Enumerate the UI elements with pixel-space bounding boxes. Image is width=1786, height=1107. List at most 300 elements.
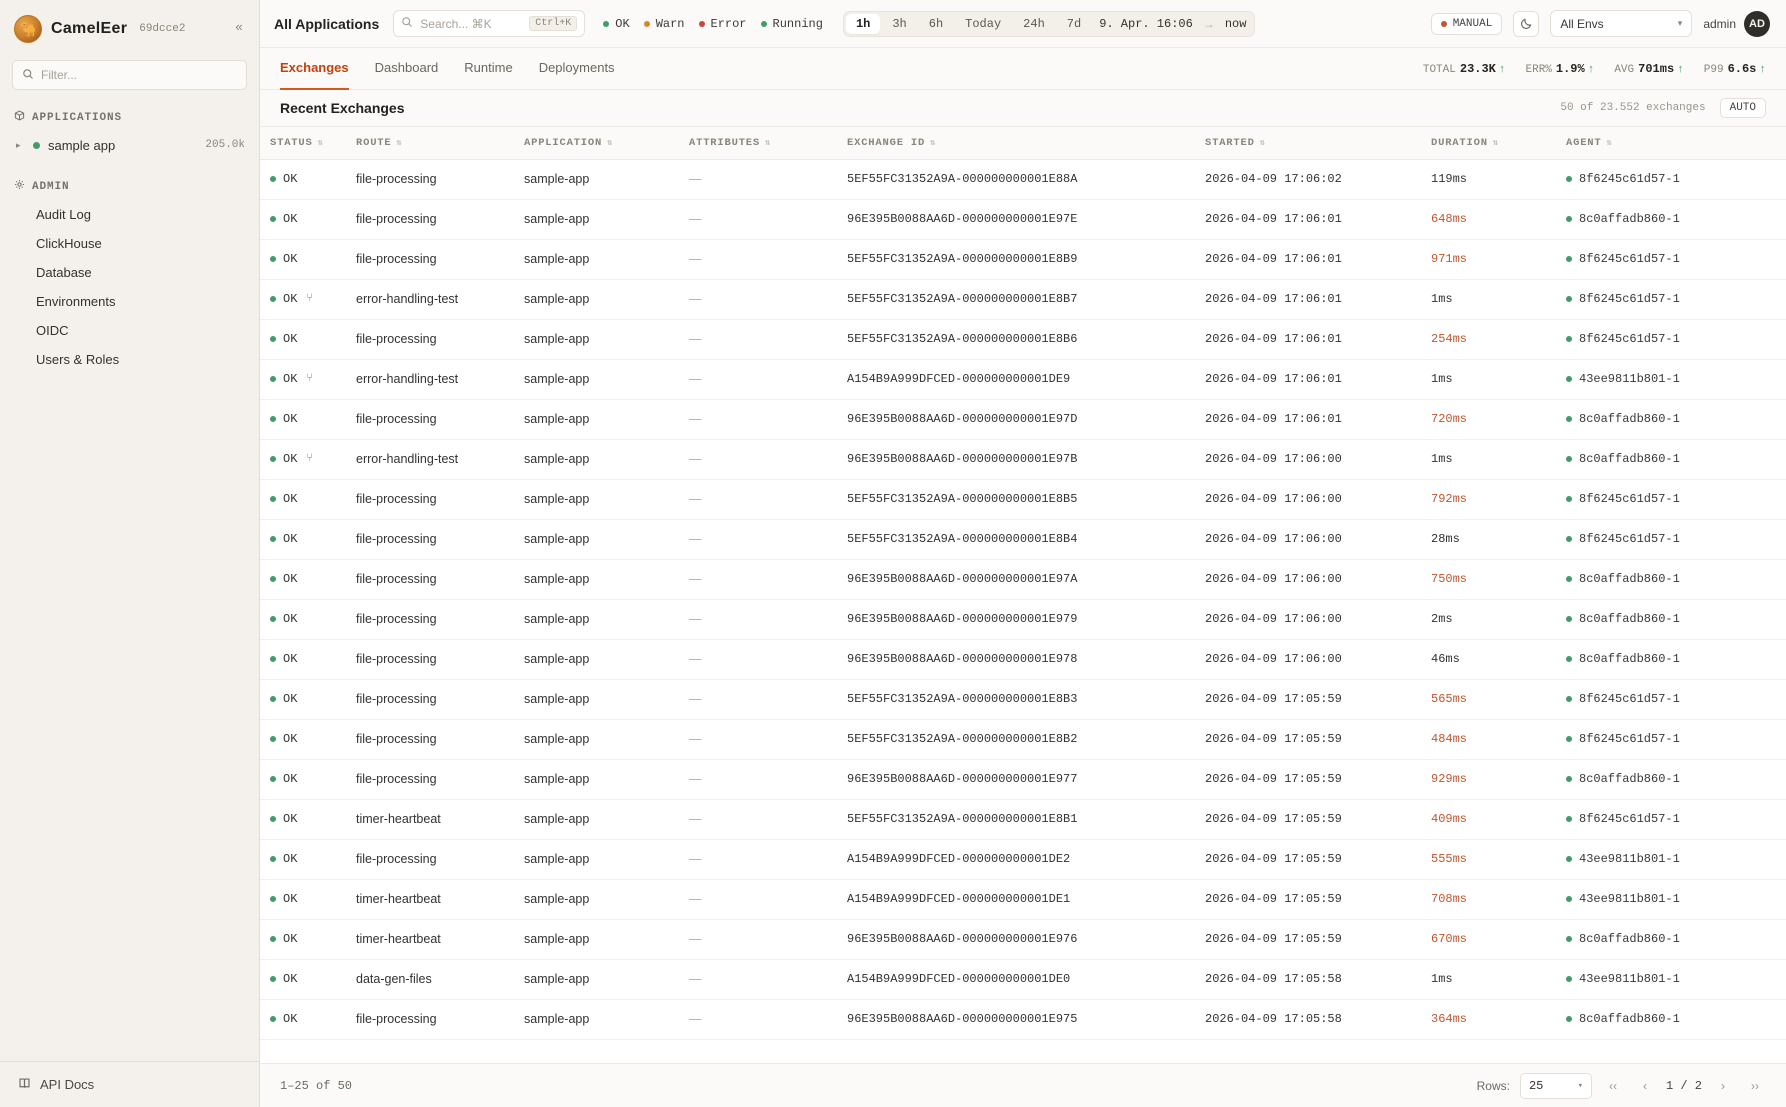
sidebar-section-label: ADMIN (32, 180, 70, 193)
status-label: OK (283, 292, 298, 306)
sidebar-header (0, 0, 259, 58)
cell-exchange-id: 96E395B0088AA6D-000000000001E978 (837, 639, 1195, 679)
table-row[interactable] (260, 199, 1786, 239)
cell-started: 2026-04-09 17:06:01 (1195, 359, 1421, 399)
cell-status (260, 599, 346, 639)
sidebar-item-users-roles[interactable] (0, 345, 259, 374)
cell-agent (1556, 639, 1786, 679)
table-row[interactable] (260, 439, 1786, 479)
table-row[interactable] (260, 759, 1786, 799)
status-dot-icon (644, 21, 650, 27)
status-dot-icon (1566, 1016, 1572, 1022)
status-dot-icon (270, 656, 276, 662)
cell-application: sample-app (514, 679, 679, 719)
status-dot-icon (270, 896, 276, 902)
cell-status (260, 359, 346, 399)
cell-attributes: — (679, 319, 837, 359)
status-dot-icon (603, 21, 609, 27)
status-dot-icon (270, 416, 276, 422)
trend-up-icon: ↑ (1759, 63, 1766, 76)
status-dot-icon (270, 856, 276, 862)
book-icon (18, 1077, 31, 1093)
cell-application: sample-app (514, 239, 679, 279)
cell-status (260, 679, 346, 719)
table-row[interactable] (260, 599, 1786, 639)
cell-started: 2026-04-09 17:05:59 (1195, 679, 1421, 719)
status-dot-icon (1566, 496, 1572, 502)
status-dot-icon (270, 256, 276, 262)
branch-icon: ⑂ (306, 373, 314, 385)
agent-label: 8c0affadb860-1 (1579, 932, 1680, 946)
cell-duration: 929ms (1421, 759, 1556, 799)
cell-application: sample-app (514, 479, 679, 519)
cell-route: error-handling-test (346, 439, 514, 479)
cell-status (260, 959, 346, 999)
metric-avg (1614, 62, 1683, 76)
cell-exchange-id: 96E395B0088AA6D-000000000001E97A (837, 559, 1195, 599)
cell-attributes: — (679, 639, 837, 679)
cell-started: 2026-04-09 17:06:00 (1195, 599, 1421, 639)
cell-status (260, 279, 346, 319)
time-range-7d[interactable]: 7d (1066, 16, 1082, 31)
sort-icon: ⇅ (317, 137, 324, 148)
cell-duration: 670ms (1421, 919, 1556, 959)
sidebar-item-oidc[interactable] (0, 316, 259, 345)
trend-up-icon: ↑ (1677, 63, 1684, 76)
cell-route: timer-heartbeat (346, 799, 514, 839)
cell-agent (1556, 759, 1786, 799)
cell-duration: 648ms (1421, 199, 1556, 239)
status-label: OK (283, 172, 298, 186)
api-docs-label: API Docs (40, 1077, 95, 1092)
metric-value: 1.9% (1555, 61, 1585, 76)
cell-agent (1556, 559, 1786, 599)
table-row[interactable] (260, 359, 1786, 399)
theme-toggle-moon-icon[interactable] (1513, 11, 1539, 37)
column-header-application[interactable]: APPLICATION ⇅ (514, 127, 679, 159)
status-dot-icon (270, 1016, 276, 1022)
agent-label: 8f6245c61d57-1 (1579, 252, 1680, 266)
column-header-status[interactable]: STATUS ⇅ (260, 127, 346, 159)
status-chip-running[interactable] (761, 17, 823, 31)
cell-duration: 555ms (1421, 839, 1556, 879)
sidebar-item-label: Audit Log (36, 207, 91, 222)
cell-attributes: — (679, 759, 837, 799)
status-dot-icon (270, 776, 276, 782)
cell-route: error-handling-test (346, 359, 514, 399)
cell-agent (1556, 439, 1786, 479)
cell-exchange-id: 5EF55FC31352A9A-000000000001E8B1 (837, 799, 1195, 839)
metric-value: 23.3K (1459, 61, 1496, 76)
agent-label: 8f6245c61d57-1 (1579, 532, 1680, 546)
cell-started: 2026-04-09 17:05:59 (1195, 719, 1421, 759)
table-row[interactable] (260, 799, 1786, 839)
cell-duration: 119ms (1421, 159, 1556, 199)
cell-attributes: — (679, 519, 837, 559)
cell-application: sample-app (514, 159, 679, 199)
cell-duration: 1ms (1421, 959, 1556, 999)
cell-route: file-processing (346, 199, 514, 239)
status-dot-icon (1566, 536, 1572, 542)
status-label: OK (283, 772, 298, 786)
user-name-label: admin (1703, 16, 1736, 31)
cell-application: sample-app (514, 879, 679, 919)
cell-duration: 720ms (1421, 399, 1556, 439)
refresh-mode-label: MANUAL (1452, 17, 1493, 30)
cell-status (260, 199, 346, 239)
cell-application: sample-app (514, 759, 679, 799)
sidebar-item-label: sample app (48, 137, 116, 153)
cell-application: sample-app (514, 839, 679, 879)
cell-route: error-handling-test (346, 279, 514, 319)
cell-attributes: — (679, 999, 837, 1039)
next-page-button[interactable]: › (1721, 1078, 1725, 1093)
cell-application: sample-app (514, 439, 679, 479)
status-label: OK (283, 932, 298, 946)
cell-attributes: — (679, 199, 837, 239)
status-dot-icon (1566, 696, 1572, 702)
column-header-agent[interactable]: AGENT ⇅ (1556, 127, 1786, 159)
cell-route: file-processing (346, 719, 514, 759)
cell-attributes: — (679, 439, 837, 479)
agent-label: 8f6245c61d57-1 (1579, 172, 1680, 186)
cell-duration: 28ms (1421, 519, 1556, 559)
table-row[interactable] (260, 319, 1786, 359)
table-row[interactable] (260, 639, 1786, 679)
cell-status (260, 879, 346, 919)
status-dot-icon (270, 936, 276, 942)
time-range-3h[interactable]: 3h (892, 16, 907, 31)
summary-metrics (1423, 62, 1766, 76)
sidebar-item-environments[interactable] (0, 287, 259, 316)
cell-application: sample-app (514, 399, 679, 439)
status-label: OK (283, 612, 298, 626)
agent-label: 8c0affadb860-1 (1579, 612, 1680, 626)
time-range-1h[interactable]: 1h (846, 14, 880, 34)
agent-label: 8f6245c61d57-1 (1579, 692, 1680, 706)
cell-started: 2026-04-09 17:05:59 (1195, 879, 1421, 919)
sidebar-item-label: Users & Roles (36, 352, 120, 367)
table-row[interactable] (260, 719, 1786, 759)
section-header-right (1560, 98, 1766, 118)
time-range-to[interactable]: now (1224, 16, 1247, 31)
metric-label: P99 (1703, 63, 1724, 76)
cell-agent (1556, 359, 1786, 399)
status-dot-icon (270, 176, 276, 182)
status-label: OK (283, 892, 298, 906)
environment-select[interactable] (1550, 10, 1692, 37)
status-dot-icon (270, 336, 276, 342)
cell-agent (1556, 719, 1786, 759)
cell-attributes: — (679, 359, 837, 399)
topbar (260, 0, 1786, 48)
cell-exchange-id: 96E395B0088AA6D-000000000001E97B (837, 439, 1195, 479)
cell-route: file-processing (346, 839, 514, 879)
cell-duration: 409ms (1421, 799, 1556, 839)
pagination-range-label: 1–25 of 50 (280, 1078, 353, 1093)
status-chip-error[interactable] (699, 17, 747, 31)
cell-exchange-id: 5EF55FC31352A9A-000000000001E8B6 (837, 319, 1195, 359)
cell-duration: 971ms (1421, 239, 1556, 279)
status-dot-icon (1566, 896, 1572, 902)
cell-started: 2026-04-09 17:06:00 (1195, 559, 1421, 599)
agent-label: 43ee9811b801-1 (1579, 372, 1680, 386)
table-row[interactable] (260, 999, 1786, 1039)
sidebar-item-sample-app[interactable] (0, 131, 259, 159)
cell-agent (1556, 479, 1786, 519)
cell-started: 2026-04-09 17:05:59 (1195, 759, 1421, 799)
cell-status (260, 919, 346, 959)
user-menu[interactable] (1703, 11, 1770, 37)
tab-deployments[interactable]: Deployments (538, 60, 615, 75)
status-dot-icon (33, 142, 40, 149)
status-dot-icon (1566, 176, 1572, 182)
status-label: OK (283, 692, 298, 706)
auto-refresh-button[interactable]: AUTO (1720, 98, 1766, 118)
search-placeholder: Search... ⌘K (420, 16, 492, 31)
rows-per-page-select[interactable] (1520, 1073, 1592, 1099)
metric-total (1423, 62, 1506, 76)
sidebar-section-applications (0, 106, 259, 131)
status-dot-icon (270, 296, 276, 302)
table-row[interactable] (260, 679, 1786, 719)
status-dot-icon (1566, 976, 1572, 982)
chevron-down-icon: ▾ (1577, 1080, 1583, 1091)
table-row[interactable] (260, 879, 1786, 919)
status-chip-warn[interactable] (644, 17, 685, 31)
cell-attributes: — (679, 959, 837, 999)
cell-status (260, 519, 346, 559)
search-shortcut-badge: Ctrl+K (529, 16, 577, 31)
cell-duration: 1ms (1421, 279, 1556, 319)
environment-select-value: All Envs (1560, 16, 1604, 31)
status-dot-icon (270, 576, 276, 582)
cell-duration: 1ms (1421, 439, 1556, 479)
cell-agent (1556, 799, 1786, 839)
column-header-exchange-id[interactable]: EXCHANGE ID ⇅ (837, 127, 1195, 159)
status-chip-label: Error (710, 16, 747, 31)
status-dot-icon (1566, 856, 1572, 862)
table-row[interactable] (260, 479, 1786, 519)
sidebar-item-audit-log[interactable] (0, 200, 259, 229)
agent-label: 43ee9811b801-1 (1579, 852, 1680, 866)
cell-started: 2026-04-09 17:05:59 (1195, 799, 1421, 839)
time-range-24h[interactable]: 24h (1023, 16, 1045, 31)
status-dot-icon (1566, 376, 1572, 382)
brand-version-hash: 69dcce2 (139, 23, 186, 35)
time-range-6h[interactable]: 6h (928, 16, 944, 31)
cell-agent (1556, 279, 1786, 319)
cell-duration: 1ms (1421, 359, 1556, 399)
tab-runtime[interactable]: Runtime (464, 60, 513, 75)
agent-label: 8c0affadb860-1 (1579, 772, 1680, 786)
cell-agent (1556, 839, 1786, 879)
cell-application: sample-app (514, 359, 679, 399)
sort-icon: ⇅ (1492, 137, 1500, 148)
cell-exchange-id: 96E395B0088AA6D-000000000001E979 (837, 599, 1195, 639)
cell-exchange-id: A154B9A999DFCED-000000000001DE1 (837, 879, 1195, 919)
status-dot-icon (270, 496, 276, 502)
time-range-selector (843, 11, 1255, 37)
status-dot-icon (270, 696, 276, 702)
column-header-route[interactable]: ROUTE ⇅ (346, 127, 514, 159)
app-logo-icon: 🐪 (14, 15, 42, 43)
metric-label: TOTAL (1422, 63, 1456, 76)
refresh-mode-button[interactable] (1431, 13, 1503, 35)
status-label: OK (283, 412, 298, 426)
table-row[interactable] (260, 399, 1786, 439)
column-header-attributes[interactable]: ATTRIBUTES ⇅ (679, 127, 837, 159)
cell-agent (1556, 999, 1786, 1039)
table-body (260, 159, 1786, 1039)
cell-application: sample-app (514, 559, 679, 599)
sidebar-item-database[interactable] (0, 258, 259, 287)
cell-route: file-processing (346, 559, 514, 599)
sidebar-item-label: Database (36, 265, 92, 280)
agent-label: 8f6245c61d57-1 (1579, 812, 1680, 826)
sidebar-section-label: APPLICATIONS (32, 111, 123, 124)
cell-exchange-id: 5EF55FC31352A9A-000000000001E8B2 (837, 719, 1195, 759)
cell-duration: 708ms (1421, 879, 1556, 919)
cell-duration: 2ms (1421, 599, 1556, 639)
cell-application: sample-app (514, 799, 679, 839)
cell-route: file-processing (346, 759, 514, 799)
cell-attributes: — (679, 279, 837, 319)
sort-icon: ⇅ (607, 137, 614, 148)
table-footer (260, 1063, 1786, 1107)
status-chip-ok[interactable] (603, 17, 629, 31)
tabs-bar (260, 48, 1786, 90)
trend-up-icon: ↑ (1587, 63, 1595, 76)
sidebar-item-clickhouse[interactable] (0, 229, 259, 258)
time-range-from[interactable]: 9. Apr. 16:06 (1099, 16, 1193, 31)
cell-attributes: — (679, 919, 837, 959)
status-label: OK (283, 492, 298, 506)
chevron-down-icon: ▾ (1677, 18, 1683, 28)
cell-started: 2026-04-09 17:06:02 (1195, 159, 1421, 199)
cell-attributes: — (679, 879, 837, 919)
last-page-button[interactable]: ›› (1751, 1078, 1759, 1093)
table-row[interactable] (260, 919, 1786, 959)
status-label: OK (283, 572, 298, 586)
cell-exchange-id: 5EF55FC31352A9A-000000000001E8B3 (837, 679, 1195, 719)
cell-status (260, 759, 346, 799)
status-dot-icon (1566, 616, 1572, 622)
table-row[interactable] (260, 559, 1786, 599)
cell-attributes: — (679, 399, 837, 439)
page-separator: / (1680, 1078, 1688, 1093)
status-dot-icon (270, 736, 276, 742)
table-row[interactable] (260, 239, 1786, 279)
cell-route: timer-heartbeat (346, 879, 514, 919)
status-dot-icon (1566, 656, 1572, 662)
cell-exchange-id: 5EF55FC31352A9A-000000000001E8B4 (837, 519, 1195, 559)
metric-value: 701ms (1638, 61, 1675, 76)
cell-duration: 364ms (1421, 999, 1556, 1039)
metric-p99 (1704, 62, 1766, 76)
cell-route: file-processing (346, 999, 514, 1039)
table-row[interactable] (260, 159, 1786, 199)
cell-route: data-gen-files (346, 959, 514, 999)
table-row[interactable] (260, 839, 1786, 879)
status-dot-icon (270, 216, 276, 222)
cell-started: 2026-04-09 17:06:00 (1195, 479, 1421, 519)
status-dot-icon (1566, 416, 1572, 422)
cell-exchange-id: 5EF55FC31352A9A-000000000001E8B5 (837, 479, 1195, 519)
sidebar-collapse-icon[interactable]: « (235, 18, 243, 34)
column-header-started[interactable]: STARTED ⇅ (1195, 127, 1421, 159)
cell-started: 2026-04-09 17:05:58 (1195, 959, 1421, 999)
cell-route: file-processing (346, 679, 514, 719)
cell-started: 2026-04-09 17:05:59 (1195, 839, 1421, 879)
sidebar-footer-api-docs[interactable] (0, 1061, 259, 1107)
cell-started: 2026-04-09 17:06:00 (1195, 639, 1421, 679)
column-header-duration[interactable]: DURATION ⇅ (1421, 127, 1556, 159)
status-filter-chips (603, 17, 823, 31)
search-input[interactable] (393, 10, 585, 37)
cell-status (260, 479, 346, 519)
status-dot-icon (1441, 21, 1447, 27)
chevron-right-icon[interactable]: ▸ (16, 139, 21, 150)
cell-attributes: — (679, 679, 837, 719)
status-label: OK (283, 452, 298, 466)
cell-exchange-id: 96E395B0088AA6D-000000000001E976 (837, 919, 1195, 959)
tab-dashboard[interactable]: Dashboard (374, 60, 439, 75)
gear-icon (14, 179, 25, 194)
tab-exchanges[interactable]: Exchanges (280, 48, 349, 90)
status-dot-icon (270, 816, 276, 822)
agent-label: 8c0affadb860-1 (1579, 412, 1680, 426)
prev-page-button[interactable]: ‹ (1642, 1078, 1647, 1093)
first-page-button[interactable]: ‹‹ (1608, 1078, 1617, 1093)
table-row[interactable] (260, 959, 1786, 999)
cell-route: file-processing (346, 639, 514, 679)
table-row[interactable] (260, 519, 1786, 559)
status-dot-icon (1566, 216, 1572, 222)
cell-status (260, 319, 346, 359)
sidebar-item-count: 205.0k (205, 139, 245, 151)
cell-duration: 46ms (1421, 639, 1556, 679)
status-label: OK (283, 652, 298, 666)
metric-err-rate (1526, 62, 1595, 76)
status-dot-icon (270, 376, 276, 382)
cell-started: 2026-04-09 17:06:01 (1195, 319, 1421, 359)
cell-attributes: — (679, 839, 837, 879)
cell-application: sample-app (514, 919, 679, 959)
sidebar-filter[interactable] (12, 60, 247, 90)
status-dot-icon (1566, 576, 1572, 582)
cell-status (260, 639, 346, 679)
cell-status (260, 559, 346, 599)
time-range-today[interactable]: Today (965, 16, 1002, 31)
page-indicator (1666, 1079, 1702, 1093)
sidebar-item-label: ClickHouse (36, 236, 102, 251)
cell-status (260, 159, 346, 199)
cell-agent (1556, 959, 1786, 999)
agent-label: 8c0affadb860-1 (1579, 652, 1680, 666)
status-dot-icon (1566, 736, 1572, 742)
table-row[interactable] (260, 279, 1786, 319)
cell-started: 2026-04-09 17:05:59 (1195, 919, 1421, 959)
sidebar-filter-input[interactable] (41, 68, 237, 82)
cell-started: 2026-04-09 17:06:01 (1195, 199, 1421, 239)
sidebar-item-label: OIDC (36, 323, 69, 338)
cell-duration: 484ms (1421, 719, 1556, 759)
cell-attributes: — (679, 479, 837, 519)
cell-route: file-processing (346, 399, 514, 439)
cell-attributes: — (679, 239, 837, 279)
cell-attributes: — (679, 719, 837, 759)
